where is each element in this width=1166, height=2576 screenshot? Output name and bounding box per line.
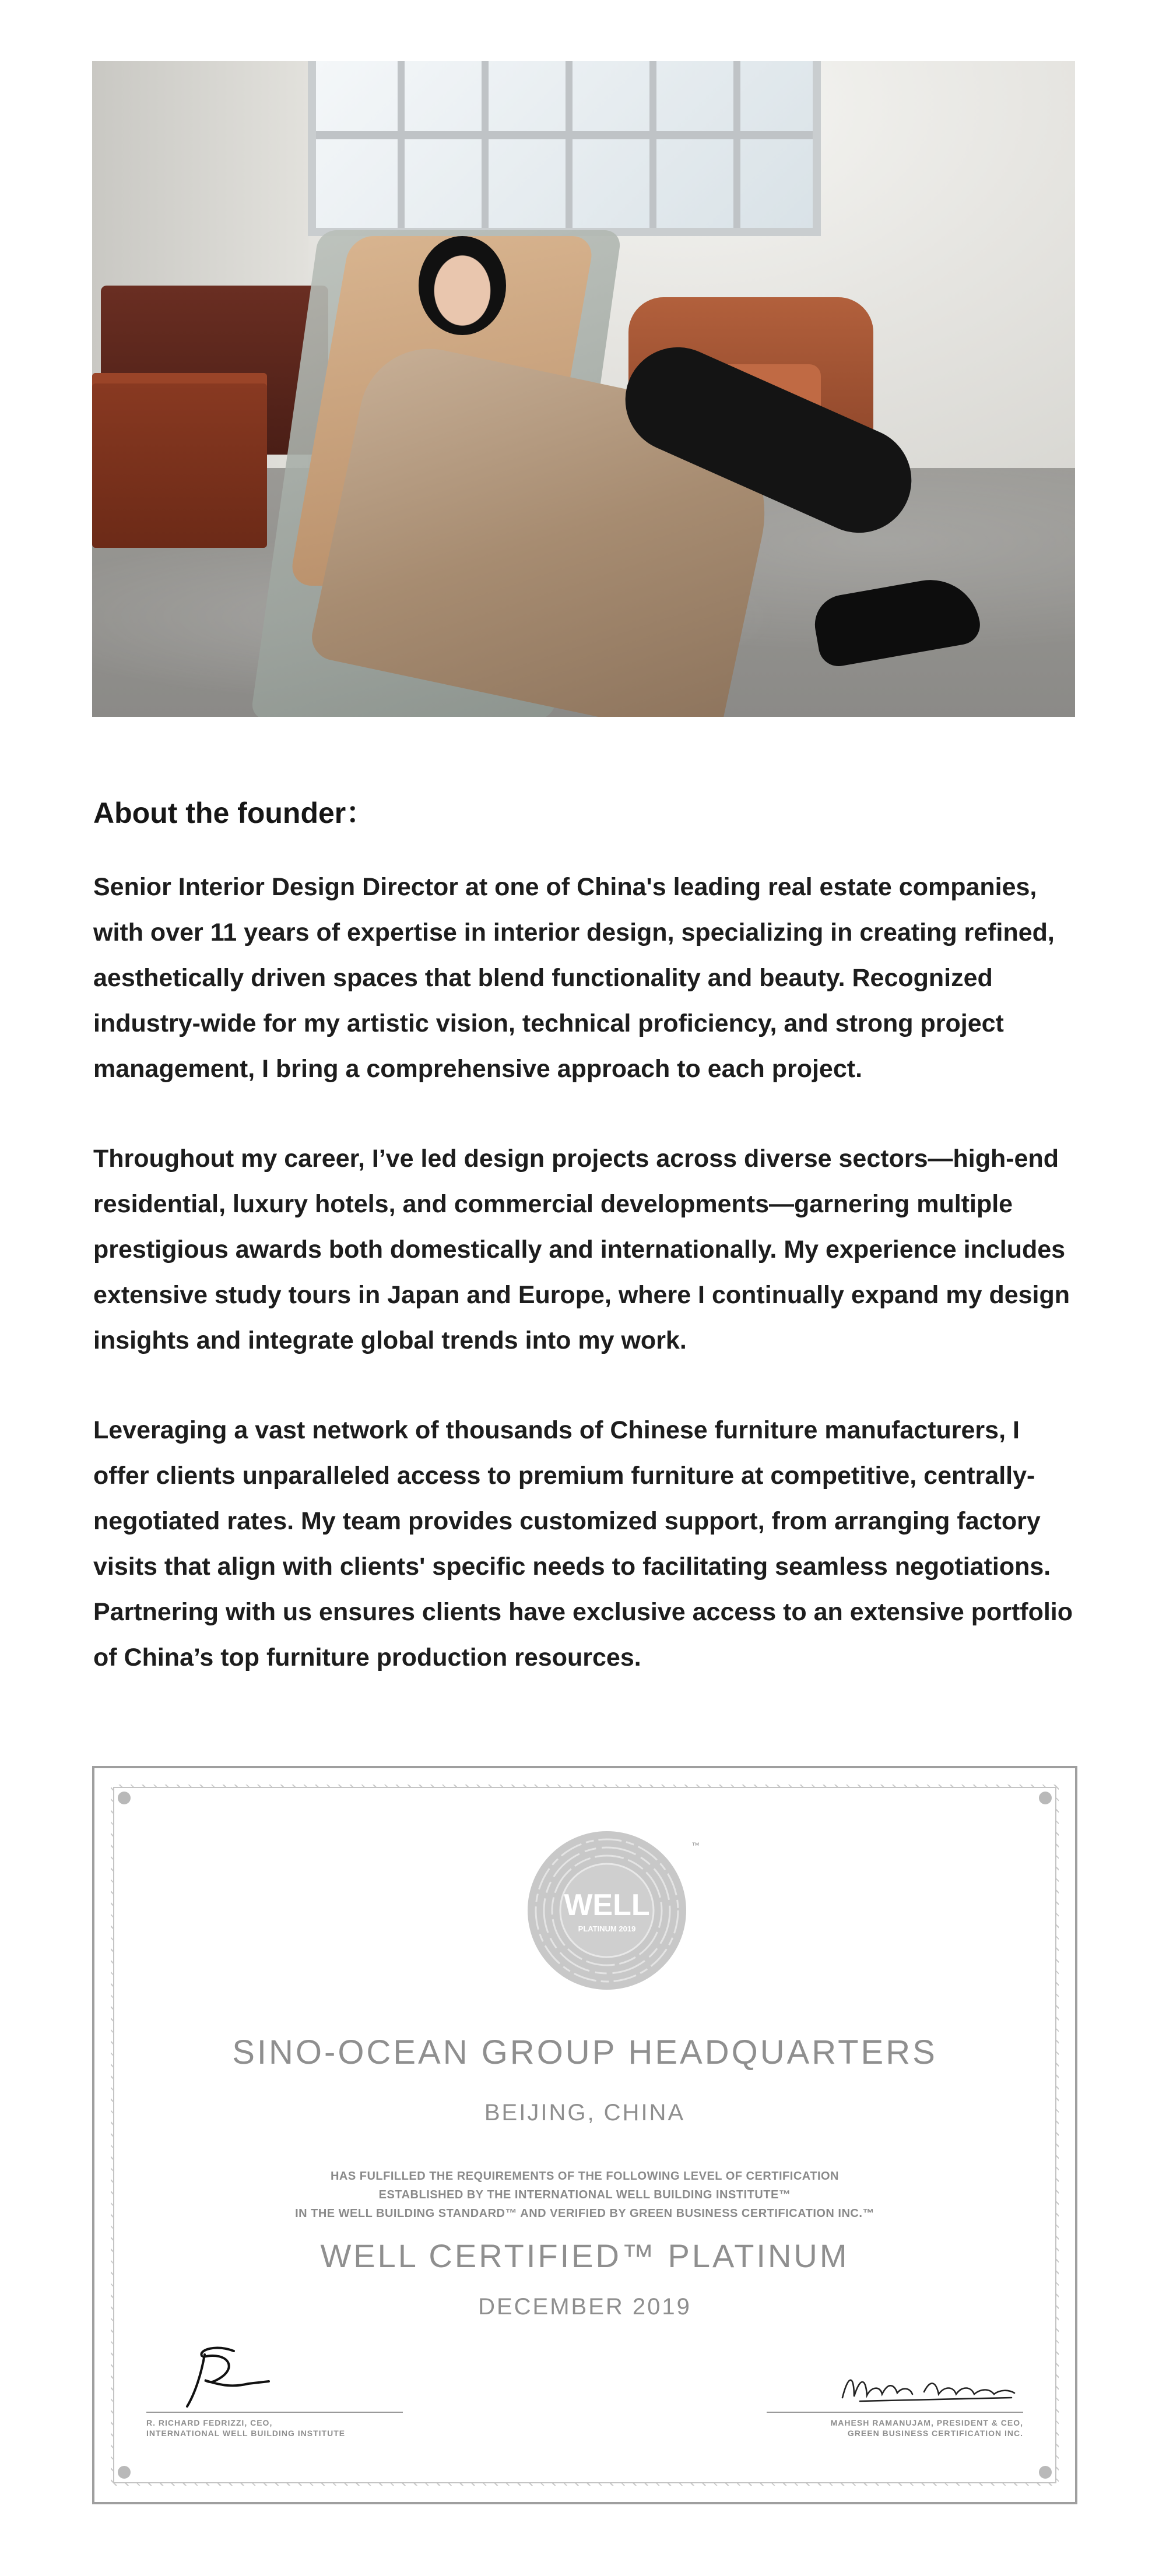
certificate-statement-line: ESTABLISHED BY THE INTERNATIONAL WELL BUILDING INSTITUTE™ (378, 2188, 791, 2201)
seal-trademark: ™ (691, 1840, 700, 1850)
signatory-left-title: R. RICHARD FEDRIZZI, CEO, (146, 2418, 273, 2427)
certificate-statement-line: HAS FULFILLED THE REQUIREMENTS OF THE FOLLOWING LEVEL OF CERTIFICATION (330, 2170, 839, 2183)
certificate-date: DECEMBER 2019 (478, 2294, 691, 2320)
about-heading: About the founder： (93, 797, 375, 829)
signatory-right-org: GREEN BUSINESS CERTIFICATION INC. (847, 2429, 1023, 2438)
photo-window (308, 61, 821, 236)
certificate-body (113, 1787, 1056, 2483)
certificate-location: BEIJING, CHINA (484, 2100, 686, 2125)
signatory-right-title: MAHESH RAMANUJAM, PRESIDENT & CEO, (830, 2418, 1023, 2427)
signature-line (146, 2412, 403, 2413)
photo-head (419, 236, 506, 335)
certificate-title: SINO-OCEAN GROUP HEADQUARTERS (232, 2033, 937, 2071)
corner-rivet-icon (1039, 2466, 1052, 2479)
about-paragraph-2: Throughout my career, I’ve led design projects across diverse sectors—high-end residential, luxury hotels, and commercial developments—garnering multiple prestigious awards both domestically and internationally. My experience includes extensive study tours in Japan and Europe, where I continually expand my design insights and integrate global trends into my work. (93, 1145, 1070, 1354)
well-certificate (92, 1766, 1077, 2504)
corner-rivet-icon (1039, 1792, 1052, 1804)
certificate-statement-line: IN THE WELL BUILDING STANDARD™ AND VERIFIED BY GREEN BUSINESS CERTIFICATION INC.™ (295, 2207, 874, 2220)
certificate-level: WELL CERTIFIED™ PLATINUM (320, 2237, 849, 2274)
signature-block-left (146, 2345, 403, 2438)
about-paragraph-1: Senior Interior Design Director at one of China's leading real estate companies, with over 11 years of expertise in interior design, specializing in creating refined, aesthetically driven spaces that blend functionality and beauty. Recognized industry-wide for my artistic vision, technical proficiency, and strong project management, I bring a comprehensive approach to each project. (93, 873, 1055, 1083)
signature-line (767, 2412, 1023, 2413)
well-seal-icon (525, 1829, 689, 1992)
corner-rivet-icon (118, 2466, 131, 2479)
photo-trunk (92, 373, 267, 548)
seal-text: WELL (564, 1888, 650, 1922)
signature-right-icon (837, 2369, 1023, 2409)
founder-photo (92, 61, 1075, 717)
corner-rivet-icon (118, 1792, 131, 1804)
about-paragraph-3: Leveraging a vast network of thousands of Chinese furniture manufacturers, I offer clients unparalleled access to premium furniture at competitive, centrally-negotiated rates. My team provides customized support, from arranging factory visits that align with clients' specific needs to facilitating seamless negotiations. Partnering with us ensures clients have exclusive access to an extensive portfolio of China’s top furniture production resources. (93, 1416, 1073, 1671)
signature-block-right (767, 2369, 1023, 2438)
seal-subtext: PLATINUM 2019 (578, 1924, 636, 1933)
signatory-left-org: INTERNATIONAL WELL BUILDING INSTITUTE (146, 2429, 346, 2438)
signature-left-icon (146, 2345, 275, 2409)
